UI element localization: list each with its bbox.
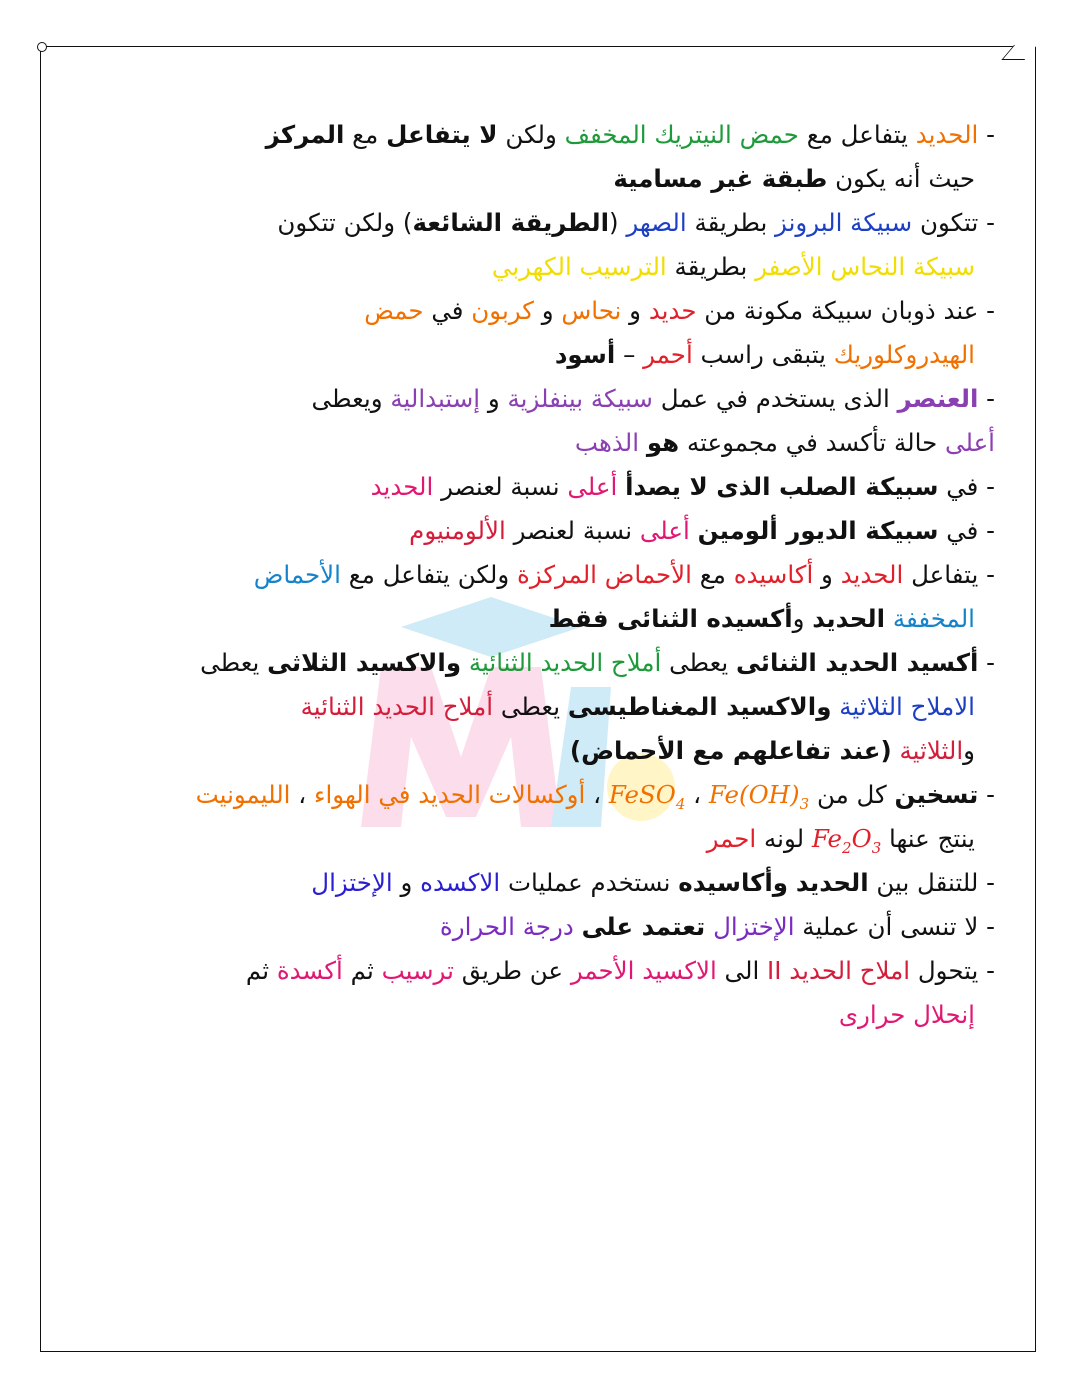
bullet-9-line-2: ينتج عنها $Fe_2O_3$ لونه احمر	[5, 817, 995, 861]
bullet-1-line-1: - الحديد يتفاعل مع حمض النيتريك المخفف ولكن لا يتفاعل مع المركز	[265, 120, 995, 149]
chem-formula-iron-hydroxide: $Fe(OH)_3$	[708, 780, 810, 813]
chem-formula-iron-sulfate: FeSO$_4$	[608, 780, 686, 813]
bullet-1-line-2: حيث أنه يكون طبقة غير مسامية	[613, 164, 975, 193]
bullet-6-line-1: - في سبيكة الديور ألومين أعلى نسبة لعنصر الألومنيوم	[409, 516, 995, 545]
bullet-2-line-1: - تتكون سبيكة البرونز بطريقة الصهر (الطريقة الشائعة) ولكن تتكون	[277, 208, 995, 237]
bullet-12-line-1: - يتحول املاح الحديد II الى الاكسيد الأحمر عن طريق ترسيب ثم أكسدة ثم	[245, 956, 995, 985]
bullet-3-line-2: الهيدروكلوريك يتبقى راسب أحمر – أسود	[554, 340, 975, 369]
bullet-7-line-2: المخففة الحديد وأكسيده الثنائى فقط	[548, 604, 975, 633]
bullet-2-line-2: سبيكة النحاس الأصفر بطريقة الترسيب الكهربي	[491, 252, 975, 281]
bullet-11-line-1: - لا تنسى أن عملية الإختزال تعتمد على درجة الحرارة	[439, 912, 995, 941]
bullet-9-line-1: - تسخين كل من $Fe(OH)_3$ ، FeSO$_4$ ، أوكسالات الحديد في الهواء ، الليمونيت	[5, 773, 995, 817]
bullet-4-line-1: - العنصر الذى يستخدم في عمل سبيكة بينفلزية و إستبدالية ويعطى	[311, 384, 995, 413]
bullet-4-line-2: أعلى حالة تأكسد في مجموعته هو الذهب	[574, 428, 995, 457]
bullet-7-line-1: - يتفاعل الحديد و أكاسيده مع الأحماض المركزة ولكن يتفاعل مع الأحماض	[253, 560, 995, 589]
notes-content	[5, 113, 995, 1037]
document-page	[40, 46, 1036, 1352]
bullet-3-line-1: - عند ذوبان سبيكة مكونة من حديد و نحاس و كربون في حمض	[364, 296, 995, 325]
bullet-8-line-3: والثلاثية (عند تفاعلهم مع الأحماض)	[569, 736, 975, 765]
bullet-8-line-1: - أكسيد الحديد الثنائى يعطى أملاح الحديد الثنائية والاكسيد الثلاثى يعطى	[200, 648, 995, 677]
page-fold-corner	[1001, 45, 1037, 60]
bullet-5-line-1: - في سبيكة الصلب الذى لا يصدأ أعلى نسبة لعنصر الحديد	[370, 472, 995, 501]
chem-formula-iron-oxide: $Fe_2O_3$	[811, 824, 882, 857]
bullet-10-line-1: - للتنقل بين الحديد وأكاسيده نستخدم عمليات الاكسده و الإختزال	[311, 868, 995, 897]
bullet-8-line-2: الاملاح الثلاثية والاكسيد المغناطيسى يعطى أملاح الحديد الثنائية	[300, 692, 975, 721]
bullet-12-line-2: إنحلال حرارى	[838, 1000, 975, 1029]
pin-icon	[37, 42, 47, 52]
